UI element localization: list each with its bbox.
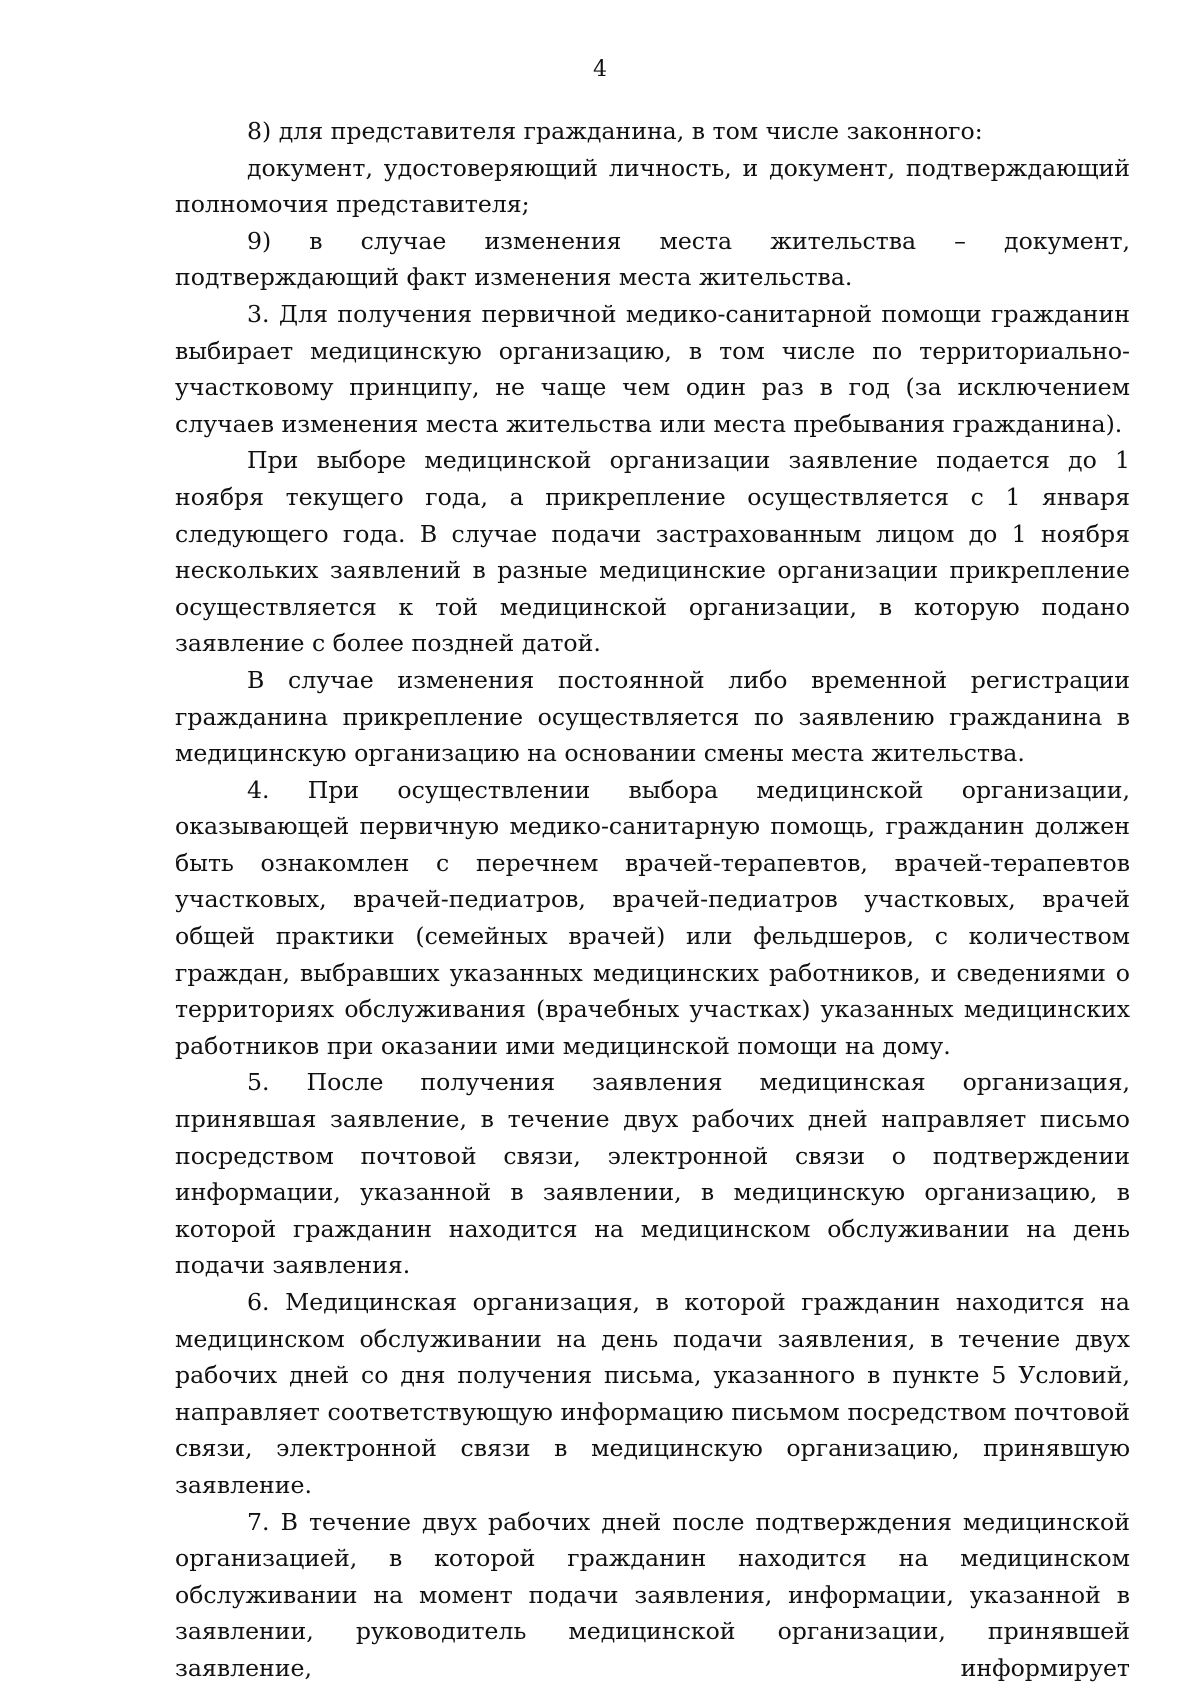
paragraph-registration-change: В случае изменения постоянной либо временной регистрации гражданина прикрепление осуществляется по заявлению гражданина в медицинскую организацию на основании смены места жительства.: [175, 665, 1130, 768]
page-number: 4: [593, 57, 607, 82]
paragraph-6-response: 6. Медицинская организация, в которой гражданин находится на медицинском обслуживании на день подачи заявления, в течение двух рабочих дней со дня получения письма, указанного в пункте 5 Условий, направляет соответствующую информацию письмом посредством почтовой связи, электронной связи в медицинскую организацию, принявшую заявление.: [175, 1288, 1130, 1499]
paragraph-9-residence-change: 9) в случае изменения места жительства – документ, подтверждающий факт изменения места жительства.: [175, 226, 1130, 292]
paragraph-application-deadline: При выборе медицинской организации заявление подается до 1 ноября текущего года, а прикрепление осуществляется с 1 января следующего года. В случае подачи застрахованным лицом до 1 ноября нескольких заявлений в разные медицинские организации прикрепление осуществляется к той медицинской организации, в которую подано заявление с более поздней датой.: [175, 446, 1130, 658]
paragraph-3-choose-organization: 3. Для получения первичной медико-санитарной помощи гражданин выбирает медицинскую организацию, в том числе по территориально-участковому принципу, не чаще чем один раз в год (за исключением случаев изменения места жительства или места пребывания гражданина).: [175, 299, 1130, 438]
document-body: [175, 113, 1130, 1687]
paragraph-8-representative: 8) для представителя гражданина, в том числе законного:: [247, 117, 983, 145]
paragraph-5-confirmation-letter: 5. После получения заявления медицинская организация, принявшая заявление, в течение двух рабочих дней направляет письмо посредством почтовой связи, электронной связи о подтверждении информации, указанной в заявлении, в медицинскую организацию, в которой гражданин находится на медицинском обслуживании на день подачи заявления.: [175, 1068, 1130, 1280]
paragraph-4-doctor-list: 4. При осуществлении выбора медицинской организации, оказывающей первичную медико-санитарную помощь, гражданин должен быть ознакомлен с перечнем врачей-терапевтов, врачей-терапевтов участковых, врачей-педиатров, врачей-педиатров участковых, врачей общей практики (семейных врачей) или фельдшеров, с количеством граждан, выбравших указанных медицинских работников, и сведениями о территориях обслуживания (врачебных участках) указанных медицинских работников при оказании ими медицинской помощи на дому.: [175, 775, 1130, 1060]
paragraph-7-informing: 7. В течение двух рабочих дней после подтверждения медицинской организацией, в которой гражданин находится на медицинском обслуживании на момент подачи заявления, информации, указанной в заявлении, руководитель медицинской организации, принявшей заявление, информирует: [175, 1507, 1130, 1682]
paragraph-representative-documents: документ, удостоверяющий личность, и документ, подтверждающий полномочия представителя;: [175, 153, 1130, 219]
